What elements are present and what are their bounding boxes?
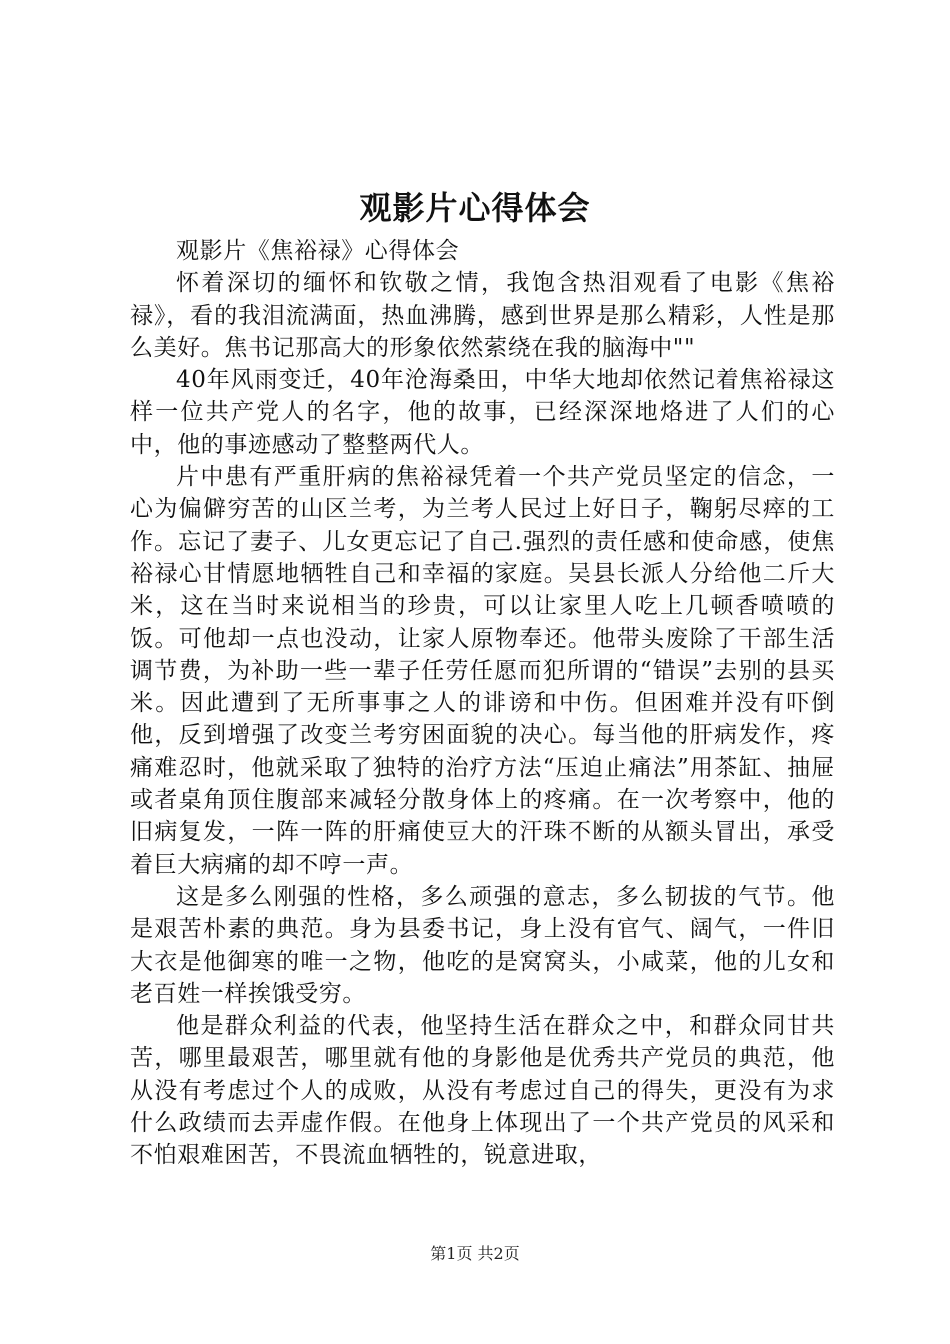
- paragraph-3: 片中患有严重肝病的焦裕禄凭着一个共产党员坚定的信念，一心为偏僻穷苦的山区兰考，为兰考人民过上好日子，鞠躬尽瘁的工作。忘记了妻子、儿女更忘记了自己.强烈的责任感和使命感，使焦裕禄心甘情愿地牺牲自己和幸福的家庭。吴县长派人分给他二斤大米，这在当时来说相当的珍贵，可以让家里人吃上几顿香喷喷的饭。可他却一点也没动，让家人原物奉还。他带头废除了干部生活调节费，为补助一些一辈子任劳任愿而犯所谓的“错误”去别的县买米。因此遭到了无所事事之人的诽谤和中伤。但困难并没有吓倒他，反到增强了改变兰考穷困面貌的决心。每当他的肝病发作，疼痛难忍时，他就采取了独特的治疗方法“压迫止痛法”用茶缸、抽屉或者桌角顶住腹部来减轻分散身体上的疼痛。在一次考察中，他的旧病复发，一阵一阵的肝痛使豆大的汗珠不断的从额头冒出，承受着巨大病痛的却不哼一声。: [130, 464, 835, 878]
- paragraph-4: 这是多么刚强的性格，多么顽强的意志，多么韧拔的气节。他是艰苦朴素的典范。身为县委书记，身上没有官气、阔气，一件旧大衣是他御寒的唯一之物，他吃的是窝窝头，小咸菜，他的儿女和老百姓一样挨饿受穷。: [130, 883, 835, 1007]
- page-footer: 第1页 共2页: [430, 1244, 520, 1263]
- document-title: 观影片心得体会: [359, 189, 591, 227]
- paragraph-1: 怀着深切的缅怀和钦敬之情，我饱含热泪观看了电影《焦裕禄》，看的我泪流满面，热血沸腾，感到世界是那么精彩，人性是那么美好。焦书记那高大的形象依然萦绕在我的脑海中"": [130, 270, 835, 361]
- paragraph-2: 40年风雨变迁，40年沧海桑田，中华大地却依然记着焦裕禄这样一位共产党人的名字，他的故事，已经深深地烙进了人们的心中，他的事迹感动了整整两代人。: [130, 367, 835, 458]
- paragraph-5: 他是群众利益的代表，他坚持生活在群众之中，和群众同甘共苦，哪里最艰苦，哪里就有他的身影他是优秀共产党员的典范，他从没有考虑过个人的成败，从没有考虑过自己的得失，更没有为求什么政绩而去弄虚作假。在他身上体现出了一个共产党员的风采和不怕艰难困苦，不畏流血牺牲的，锐意进取，: [130, 1013, 835, 1169]
- paragraph-subtitle: 观影片《焦裕禄》心得体会: [176, 238, 460, 264]
- document-body: [130, 235, 835, 1172]
